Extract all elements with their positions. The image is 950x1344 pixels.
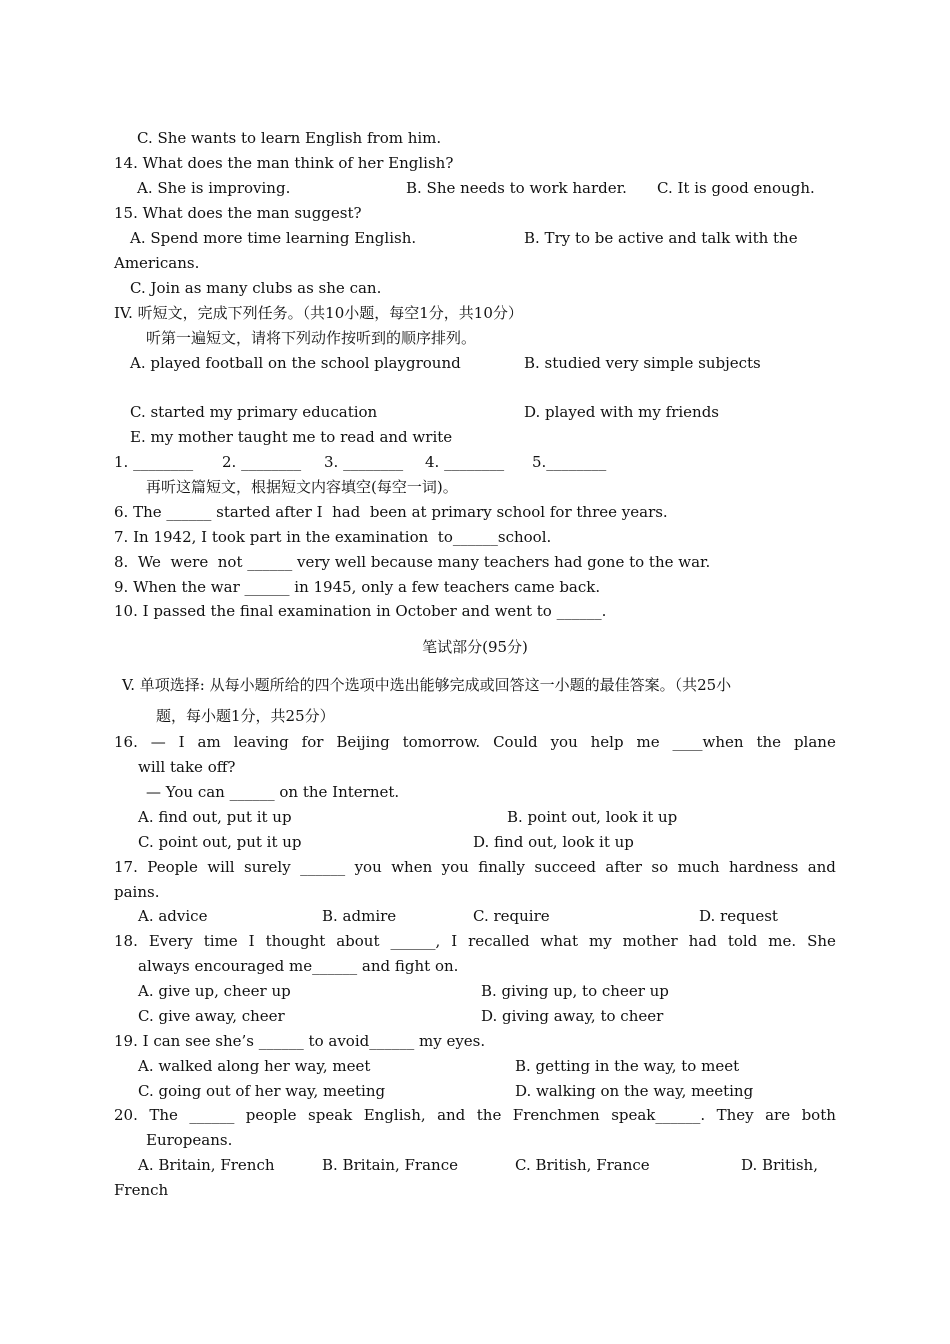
order-blank-1: 1. ________ [114, 453, 194, 471]
q17-option-c: C. require [473, 907, 550, 925]
q16-option-a: A. find out, put it up [138, 808, 292, 826]
q16-response: — You can ______ on the Internet. [146, 783, 400, 801]
fill-item-7: 7. In 1942, I took part in the examination to______school. [114, 528, 552, 546]
fill-item-9: 9. When the war ______ in 1945, only a few teachers came back. [114, 578, 601, 596]
q14-option-a: A. She is improving. [137, 179, 291, 197]
section-5-heading-continued: 题，每小题1分，共25分） [156, 707, 335, 725]
q18-stem: 18. Every time I thought about ______, I recalled what my mother had told me. She [114, 932, 836, 950]
q17-option-b: B. admire [322, 907, 397, 925]
order-option-e: E. my mother taught me to read and write [130, 428, 453, 446]
q15-option-b-continued: Americans. [114, 254, 200, 272]
q14-stem: 14. What does the man think of her English? [114, 154, 454, 172]
q18-stem-continued: always encouraged me______ and fight on. [138, 957, 459, 975]
q19-stem: 19. I can see she’s ______ to avoid______ my eyes. [114, 1032, 486, 1050]
fill-item-6: 6. The ______ started after I had been at primary school for three years. [114, 503, 668, 521]
q17-option-d: D. request [699, 907, 778, 925]
order-blank-2: 2. ________ [222, 453, 302, 471]
q20-option-c: C. British, France [515, 1156, 650, 1174]
q18-option-a: A. give up, cheer up [138, 982, 291, 1000]
q14-option-c: C. It is good enough. [657, 179, 815, 197]
section-4-instruction-1: 听第一遍短文，请将下列动作按听到的顺序排列。 [146, 329, 477, 347]
order-blank-3: 3. ________ [324, 453, 404, 471]
q14-option-b: B. She needs to work harder. [406, 179, 627, 197]
fill-item-8: 8. We were not ______ very well because many teachers had gone to the war. [114, 553, 711, 571]
q19-option-a: A. walked along her way, meet [138, 1057, 371, 1075]
q18-option-c: C. give away, cheer [138, 1007, 285, 1025]
q15-option-b: B. Try to be active and talk with the [524, 229, 798, 247]
order-option-c: C. started my primary education [130, 403, 378, 421]
order-option-d: D. played with my friends [524, 403, 720, 421]
section-4-instruction-2: 再听这篇短文，根据短文内容填空(每空一词)。 [146, 478, 458, 496]
q16-option-c: C. point out, put it up [138, 833, 302, 851]
q19-option-b: B. getting in the way, to meet [515, 1057, 740, 1075]
q17-option-a: A. advice [138, 907, 208, 925]
q15-option-c: C. Join as many clubs as she can. [130, 279, 382, 297]
q20-option-d: D. British, [741, 1156, 818, 1174]
q18-option-d: D. giving away, to cheer [481, 1007, 664, 1025]
q16-stem-continued: will take off? [138, 758, 236, 776]
q20-option-a: A. Britain, French [138, 1156, 275, 1174]
q19-option-c: C. going out of her way, meeting [138, 1082, 386, 1100]
q16-option-d: D. find out, look it up [473, 833, 634, 851]
q15-option-a: A. Spend more time learning English. [130, 229, 417, 247]
order-blank-5: 5.________ [532, 453, 607, 471]
section-5-heading: V. 单项选择: 从每小题所给的四个选项中选出能够完成或回答这一小题的最佳答案。（共25小 [122, 676, 732, 694]
q17-stem: 17. People will surely ______ you when you finally succeed after so much hardness and [114, 858, 836, 876]
q16-option-b: B. point out, look it up [507, 808, 678, 826]
order-option-b: B. studied very simple subjects [524, 354, 761, 372]
q20-option-d-continued: French [114, 1181, 169, 1199]
q17-stem-continued: pains. [114, 883, 160, 901]
section-4-heading: IV. 听短文，完成下列任务。（共10小题，每空1分，共10分） [114, 304, 523, 322]
written-part-title: 笔试部分(95分) [422, 638, 528, 656]
q16-stem: 16. — I am leaving for Beijing tomorrow. Could you help me ____when the plane [114, 733, 836, 751]
q20-stem-continued: Europeans. [146, 1131, 233, 1149]
q18-option-b: B. giving up, to cheer up [481, 982, 669, 1000]
q13-option-c: C. She wants to learn English from him. [137, 129, 442, 147]
fill-item-10: 10. I passed the final examination in October and went to ______. [114, 602, 607, 620]
q20-stem: 20. The ______ people speak English, and the Frenchmen speak______. They are both [114, 1106, 836, 1124]
order-blank-4: 4. ________ [425, 453, 505, 471]
q20-option-b: B. Britain, France [322, 1156, 458, 1174]
order-option-a: A. played football on the school playground [130, 354, 461, 372]
q15-stem: 15. What does the man suggest? [114, 204, 362, 222]
q19-option-d: D. walking on the way, meeting [515, 1082, 754, 1100]
